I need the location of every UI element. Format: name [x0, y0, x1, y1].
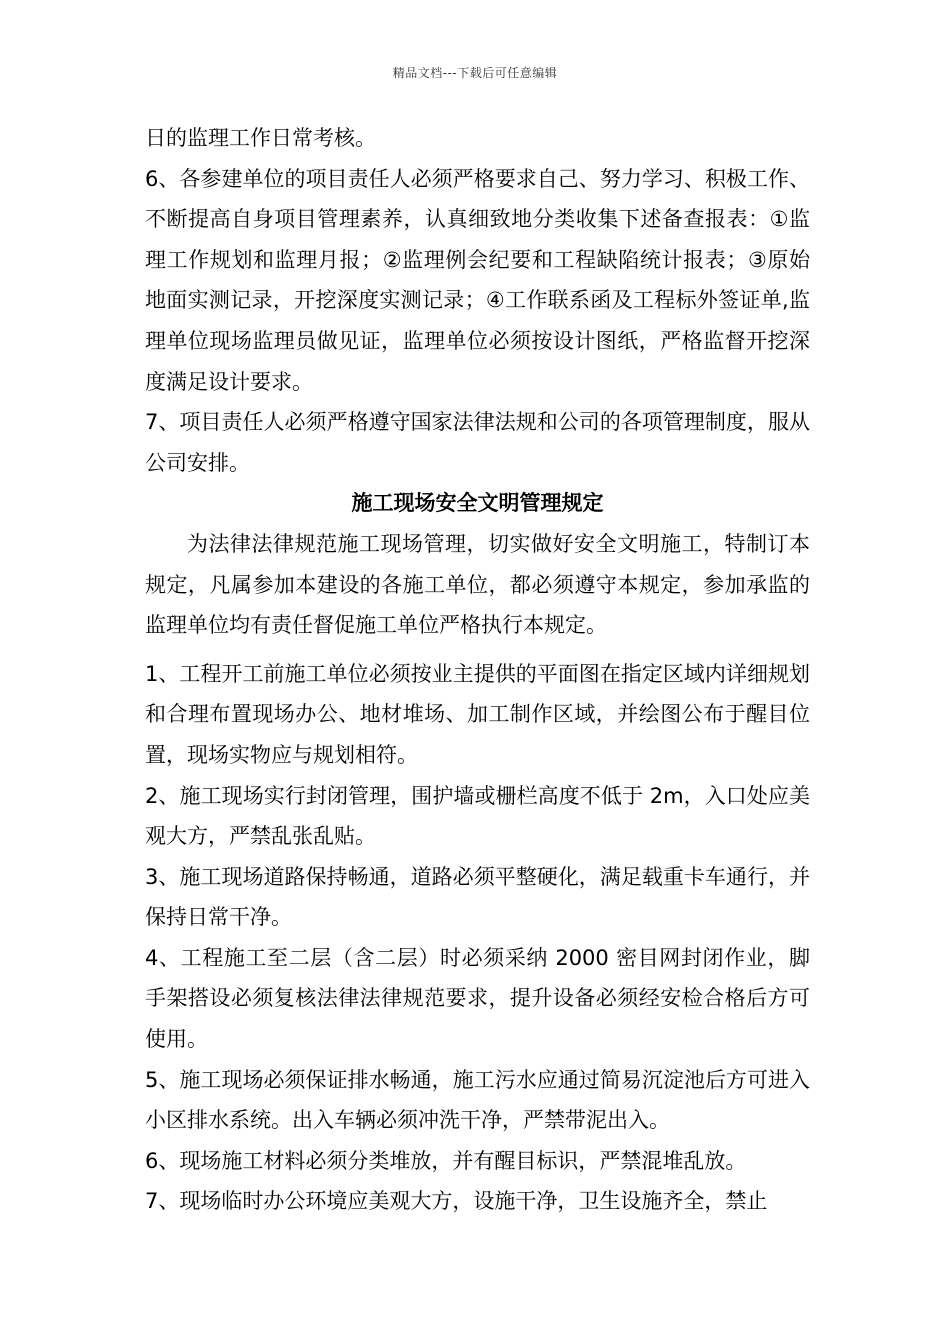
document-body	[145, 118, 810, 1222]
paragraph-item-6: 6、各参建单位的项目责任人必须严格要求自己、努力学习、积极工作、不断提高自身项目管理素养，认真细致地分类收集下述备查报表：①监理工作规划和监理月报；②监理例会纪要和工程缺陷统计报表；③原始地面实测记录，开挖深度实测记录；④工作联系函及工程标外签证单,监理单位现场监理员做见证，监理单位必须按设计图纸，严格监督开挖深度满足设计要求。	[145, 166, 810, 394]
paragraph-item-7: 7、项目责任人必须严格遵守国家法律法规和公司的各项管理制度，服从公司安排。	[145, 410, 810, 475]
rule-item-6: 6、现场施工材料必须分类堆放，并有醒目标识，严禁混堆乱放。	[145, 1148, 747, 1173]
section-title: 施工现场安全文明管理规定	[351, 491, 604, 516]
rule-item-4: 4、工程施工至二层（含二层）时必须采纳 2000 密目网封闭作业，脚手架搭设必须复核法律法律规范要求，提升设备必须经安检合格后方可使用。	[145, 945, 810, 1052]
paragraph-continuation: 日的监理工作日常考核。	[145, 126, 376, 150]
rule-item-3: 3、施工现场道路保持畅通，道路必须平整硬化，满足载重卡车通行，并保持日常干净。	[145, 864, 810, 930]
rule-item-5: 5、施工现场必须保证排水畅通，施工污水应通过简易沉淀池后方可进入小区排水系统。出入车辆必须冲洗干净，严禁带泥出入。	[145, 1067, 810, 1133]
rule-item-1: 1、工程开工前施工单位必须按业主提供的平面图在指定区域内详细规划和合理布置现场办公、地材堆场、加工制作区域，并绘图公布于醒目位置，现场实物应与规划相符。	[145, 661, 810, 767]
page-header: 精品文档---下载后可任意编辑	[392, 66, 558, 80]
rule-item-2: 2、施工现场实行封闭管理，围护墙或栅栏高度不低于 2m，入口处应美观大方，严禁乱张乱贴。	[145, 783, 810, 849]
section-intro: 为法律法律规范施工现场管理，切实做好安全文明施工，特制订本规定，凡属参加本建设的各施工单位，都必须遵守本规定，参加承监的监理单位均有责任督促施工单位严格执行本规定。	[145, 531, 810, 638]
rule-item-7: 7、现场临时办公环境应美观大方，设施干净，卫生设施齐全，禁止	[145, 1189, 768, 1214]
